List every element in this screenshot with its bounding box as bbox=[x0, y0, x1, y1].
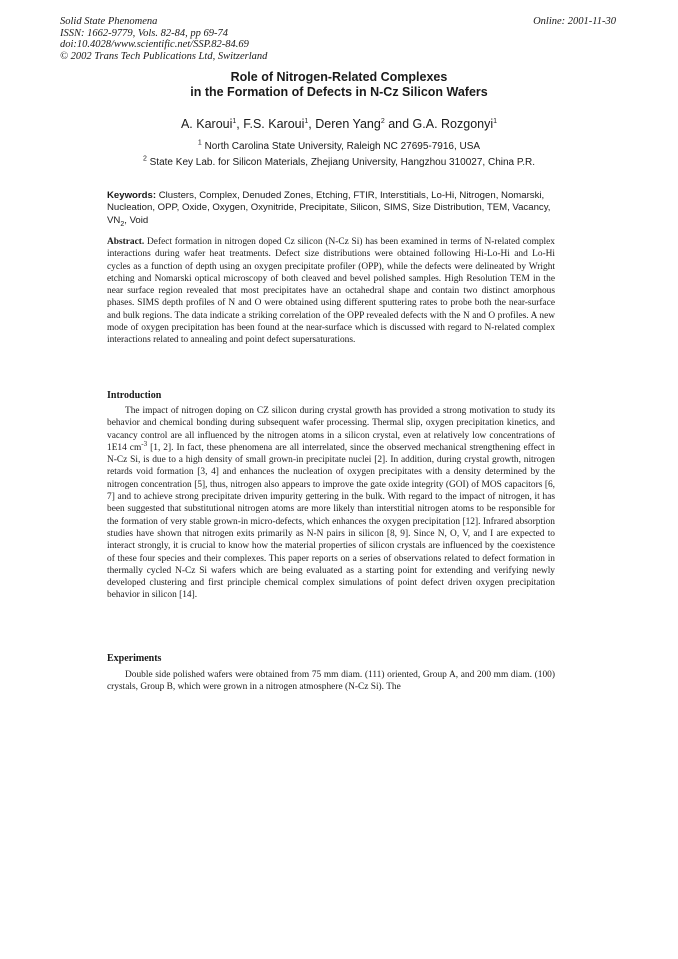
author-separator: and bbox=[384, 117, 413, 131]
author-separator: , bbox=[308, 117, 316, 131]
experiments-paragraph: Double side polished wafers were obtained from 75 mm diam. (111) oriented, Group A, and 200 mm diam. (100) crystals, Group B, which were grown in a nitrogen atmosphere (N-Cz Si). The bbox=[107, 670, 555, 693]
introduction-paragraph bbox=[107, 405, 555, 602]
affiliation-2 bbox=[0, 157, 678, 168]
keywords-subscript: 2 bbox=[120, 220, 125, 228]
affiliation-mark: 1 bbox=[197, 139, 202, 147]
author-separator: , bbox=[236, 117, 244, 131]
affiliation-text: North Carolina State University, Raleigh NC 27695-7916, USA bbox=[204, 141, 481, 152]
title-line-2: in the Formation of Defects in N-Cz Silicon Wafers bbox=[190, 85, 488, 99]
introduction-text-cont: [1, 2]. In fact, these phenomena are all interrelated, since the observed mechanical strengthening effect in N-Cz Si, is due to a high density of small grown-in precipitate nuclei [2]. In addition, during crystal growth, nitrogen retards void formation [3, 4] and enhances the nucleation of oxygen precipitates with a density determined by the nitrogen concentration [5], thus, nitrogen also appears to improve the gate oxide integrity (GOI) of MOS capacitors [6, 7] and to achieve strong precipitate driven impurity gettering in the bulk. With regard to the impact of nitrogen, it has been suggested that substitutional nitrogen atoms are more likely than interstitial nitrogen atoms to be responsible for the formation of very stable grown-in micro-defects, which enhances the oxygen precipitation [12]. Infrared absorption studies have shown that nitrogen exits primarily as N-N pairs in silicon [8, 9]. Since N, O, V, and I are expected to interact strongly, it is crucial to know how the material properties of silicon crystals are influenced by the coexistence of these four species and their complexes. This paper reports on a series of observations related to defect formation in thermally cycled N-Cz Si wafers which are being evaluated as a starting point for extending and verifying newly developed clustering and first principle chemical complex simulations of point defect driven oxygen precipitation behavior in silicon [14]. bbox=[107, 442, 555, 601]
keywords-text-end: , Void bbox=[124, 214, 149, 226]
author-affil-mark: 1 bbox=[232, 117, 237, 125]
author-name: Deren Yang bbox=[315, 117, 381, 131]
author-name: G.A. Rozgonyi bbox=[412, 117, 494, 131]
keywords-text: Clusters, Complex, Denuded Zones, Etching, FTIR, Interstitials, Lo-Hi, Nitrogen, Nomarski, Nucleation, OPP, Oxide, Oxygen, Oxynitride, Precipitate, Silicon, SIMS, Size Distribution, TEM, Vacancy, VN bbox=[107, 190, 551, 226]
affiliation-text: State Key Lab. for Silicon Materials, Zhejiang University, Hangzhou 310027, China P.R. bbox=[149, 157, 536, 168]
author-affil-mark: 1 bbox=[493, 117, 498, 125]
author-name: F.S. Karoui bbox=[243, 117, 305, 131]
keywords bbox=[107, 190, 569, 227]
author-affil-mark: 1 bbox=[304, 117, 309, 125]
affiliation-mark: 2 bbox=[142, 155, 147, 163]
issn-line: ISSN: 1662-9779, Vols. 82-84, pp 69-74 bbox=[60, 27, 228, 39]
online-date: Online: 2001-11-30 bbox=[533, 16, 616, 27]
author-list bbox=[0, 117, 678, 131]
copyright-line: © 2002 Trans Tech Publications Ltd, Switzerland bbox=[60, 50, 268, 62]
author-name: A. Karoui bbox=[180, 117, 233, 131]
affiliation-1 bbox=[0, 141, 678, 152]
abstract-label: Abstract. bbox=[107, 237, 145, 247]
introduction-text: The impact of nitrogen doping on CZ silicon during crystal growth has provided a strong motivation to study its behavior and chemical bonding during subsequent wafer processing. Thermal slip, oxygen precipitation kinetics, and vacancy control are all influenced by the nitrogen atoms in a silicon crystal, even at relatively low concentrations of 1E14 cm bbox=[107, 406, 555, 453]
keywords-label: Keywords: bbox=[107, 190, 157, 201]
doi-line[interactable]: doi:10.4028/www.scientific.net/SSP.82-84.69 bbox=[60, 39, 249, 50]
introduction-heading: Introduction bbox=[107, 390, 162, 401]
experiments-heading: Experiments bbox=[107, 653, 162, 664]
author-affil-mark: 2 bbox=[380, 117, 385, 125]
journal-name: Solid State Phenomena bbox=[60, 16, 158, 27]
title-line-1: Role of Nitrogen-Related Complexes bbox=[230, 70, 448, 84]
abstract-text: Defect formation in nitrogen doped Cz silicon (N-Cz Si) has been examined in terms of N-related complex interactions during wafer heat treatments. Defect size distributions were obtained following Hi-Lo-Hi and Lo-Hi cycles as a function of depth using an oxygen precipitate profiler (OPP), while the defects were delineated by Wright etching and Nomarski optical microscopy of both cleaved and bevel polished samples. High Resolution TEM in the near surface region revealed that most precipitates have an octahedral shape and contain two distinct amorphous phases. SIMS depth profiles of N and O were obtained using different sputtering rates to probe both the near-surface and bulk regions. The data indicate a striking correlation of the OPP revealed defects with the N and O profiles. A new mode of oxygen precipitation has been found at the near-surface which is discussed with regard to N-related complex interactions related to annealing and point defect supersaturations. bbox=[107, 237, 555, 346]
unit-superscript: -3 bbox=[141, 439, 148, 448]
abstract bbox=[107, 236, 555, 347]
publication-info bbox=[60, 16, 267, 62]
paper-title bbox=[0, 70, 678, 100]
